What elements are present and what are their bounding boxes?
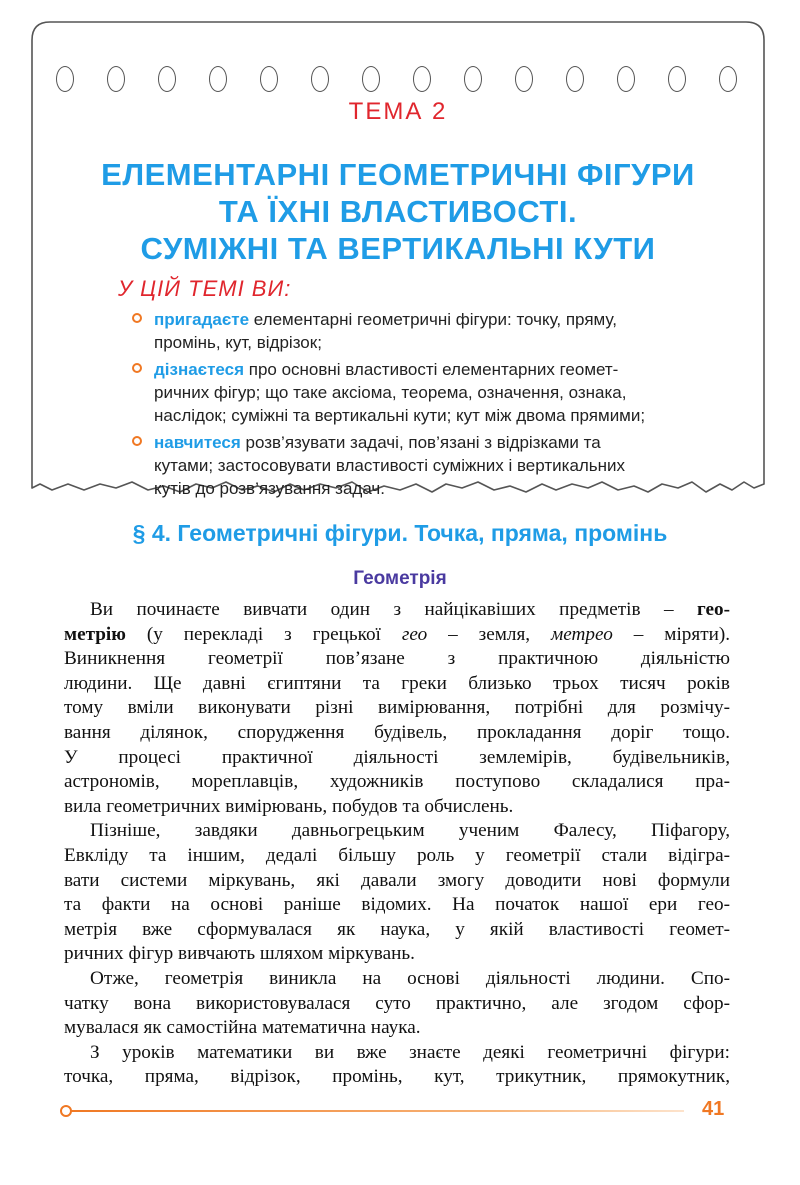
text-line: [64, 623, 730, 648]
text-line: [64, 598, 730, 623]
text-line: вила геометричних вимірювань, побудов та обчислень.: [64, 795, 514, 817]
goal-text: промінь, кут, відрізок;: [154, 333, 322, 352]
goals-list: [130, 308, 730, 504]
text-span: Ви починаєте вивчати один з найцікавіших предметів –: [90, 599, 674, 620]
text-line: людини. Ще давні єгиптяни та греки близько трьох тисяч років: [64, 672, 730, 694]
binder-ring: [260, 66, 278, 92]
goal-text: наслідок; суміжні та вертикальні кути; кут між двома прямими;: [154, 406, 646, 425]
goal-item: [130, 358, 730, 427]
text-span: (у перекладі з грецької: [146, 623, 381, 645]
bold-term: метрію: [64, 623, 126, 645]
binder-ring: [566, 66, 584, 92]
goal-text: про основні властивості елементарних геомет-: [244, 360, 619, 379]
paragraph: [64, 967, 730, 1041]
text-line: чатку вона використовувалася суто практично, але згодом сфор-: [64, 992, 730, 1014]
text-line: мувалася як самостійна математична наука.: [64, 1017, 421, 1039]
section-title: § 4. Геометричні фігури. Точка, пряма, промінь: [132, 520, 668, 546]
intro-heading: У ЦІЙ ТЕМІ ВИ:: [118, 276, 292, 301]
text-line: точка, пряма, відрізок, промінь, кут, трикутник, прямокутник,: [64, 1066, 730, 1088]
goal-text: розв’язувати задачі, пов’язані з відрізками та: [240, 433, 601, 452]
page-number: 41: [702, 1098, 725, 1120]
goal-text: елементарні геометричні фігури: точку, пряму,: [249, 310, 617, 329]
text-line: У процесі практичної діяльності землемірів, будівельників,: [64, 746, 730, 768]
goal-item: [130, 308, 730, 354]
bold-term: гео-: [697, 599, 731, 620]
topic-title: [22, 156, 774, 267]
text-line: ричних фігур вивчають шляхом міркувань.: [64, 943, 415, 965]
text-line: вання ділянок, спорудження будівель, прокладання доріг тощо.: [64, 721, 730, 743]
binder-ring: [413, 66, 431, 92]
footer-circle-icon: [60, 1105, 72, 1117]
footer-rule: [66, 1110, 684, 1112]
goal-text: ричних фігур; що таке аксіома, теорема, означення, ознака,: [154, 383, 627, 402]
text-line: Виникнення геометрії пов’язане з практичною діяльністю: [64, 648, 730, 670]
goal-keyword: навчитеся: [154, 433, 241, 452]
binder-ring: [362, 66, 380, 92]
topic-title-line: СУМІЖНІ ТА ВЕРТИКАЛЬНІ КУТИ: [140, 231, 656, 266]
text-line: Отже, геометрія виникла на основі діяльності людини. Спо-: [90, 967, 730, 989]
topic-card: [22, 14, 774, 506]
text-span: – міряти).: [633, 623, 731, 645]
circle-bullet-icon: [132, 436, 142, 446]
binder-rings: [56, 66, 756, 94]
text-line: метрія вже сформувалася як наука, у якій властивості геомет-: [64, 918, 730, 940]
italic-term: гео: [401, 623, 428, 645]
binder-ring: [719, 66, 737, 92]
binder-ring: [158, 66, 176, 92]
goal-keyword: дізнаєтеся: [154, 360, 245, 379]
binder-ring: [617, 66, 635, 92]
goal-text: кутами; застосовувати властивості суміжних і вертикальних: [154, 456, 626, 475]
text-line: тому вміли виконувати різні вимірювання, потрібні для розмічу-: [64, 697, 730, 719]
goal-keyword: пригадаєте: [154, 310, 250, 329]
paragraph: [64, 598, 730, 819]
binder-ring: [668, 66, 686, 92]
text-span: – земля,: [448, 623, 531, 645]
text-line: астрономів, мореплавців, художників поступово складалися пра-: [64, 771, 730, 793]
goal-text: кутів до розв’язування задач.: [154, 479, 386, 498]
binder-ring: [107, 66, 125, 92]
circle-bullet-icon: [132, 363, 142, 373]
binder-ring: [209, 66, 227, 92]
subsection-title: Геометрія: [353, 568, 447, 589]
italic-term: метрео: [551, 623, 613, 645]
topic-title-line: ТА ЇХНІ ВЛАСТИВОСТІ.: [218, 194, 578, 229]
paragraph: [64, 1041, 730, 1090]
binder-ring: [311, 66, 329, 92]
topic-title-line: ЕЛЕМЕНТАРНІ ГЕОМЕТРИЧНІ ФІГУРИ: [101, 157, 695, 192]
text-line: Пізніше, завдяки давньогрецьким ученим Фалесу, Піфагору,: [90, 820, 730, 842]
text-line: вати системи міркувань, які давали змогу доводити нові формули: [64, 869, 730, 891]
binder-ring: [464, 66, 482, 92]
binder-ring: [515, 66, 533, 92]
theme-label: ТЕМА 2: [348, 98, 448, 125]
text-line: Евкліду та іншим, дедалі більшу роль у геометрії стали відігра-: [64, 844, 730, 866]
goal-item: [130, 431, 730, 500]
circle-bullet-icon: [132, 313, 142, 323]
text-line: та факти на основі раніше відомих. На початок нашої ери гео-: [64, 894, 730, 916]
text-line: З уроків математики ви вже знаєте деякі геометричні фігури:: [90, 1041, 730, 1063]
paragraph: [64, 819, 730, 967]
body-text: [64, 598, 730, 1090]
binder-ring: [56, 66, 74, 92]
